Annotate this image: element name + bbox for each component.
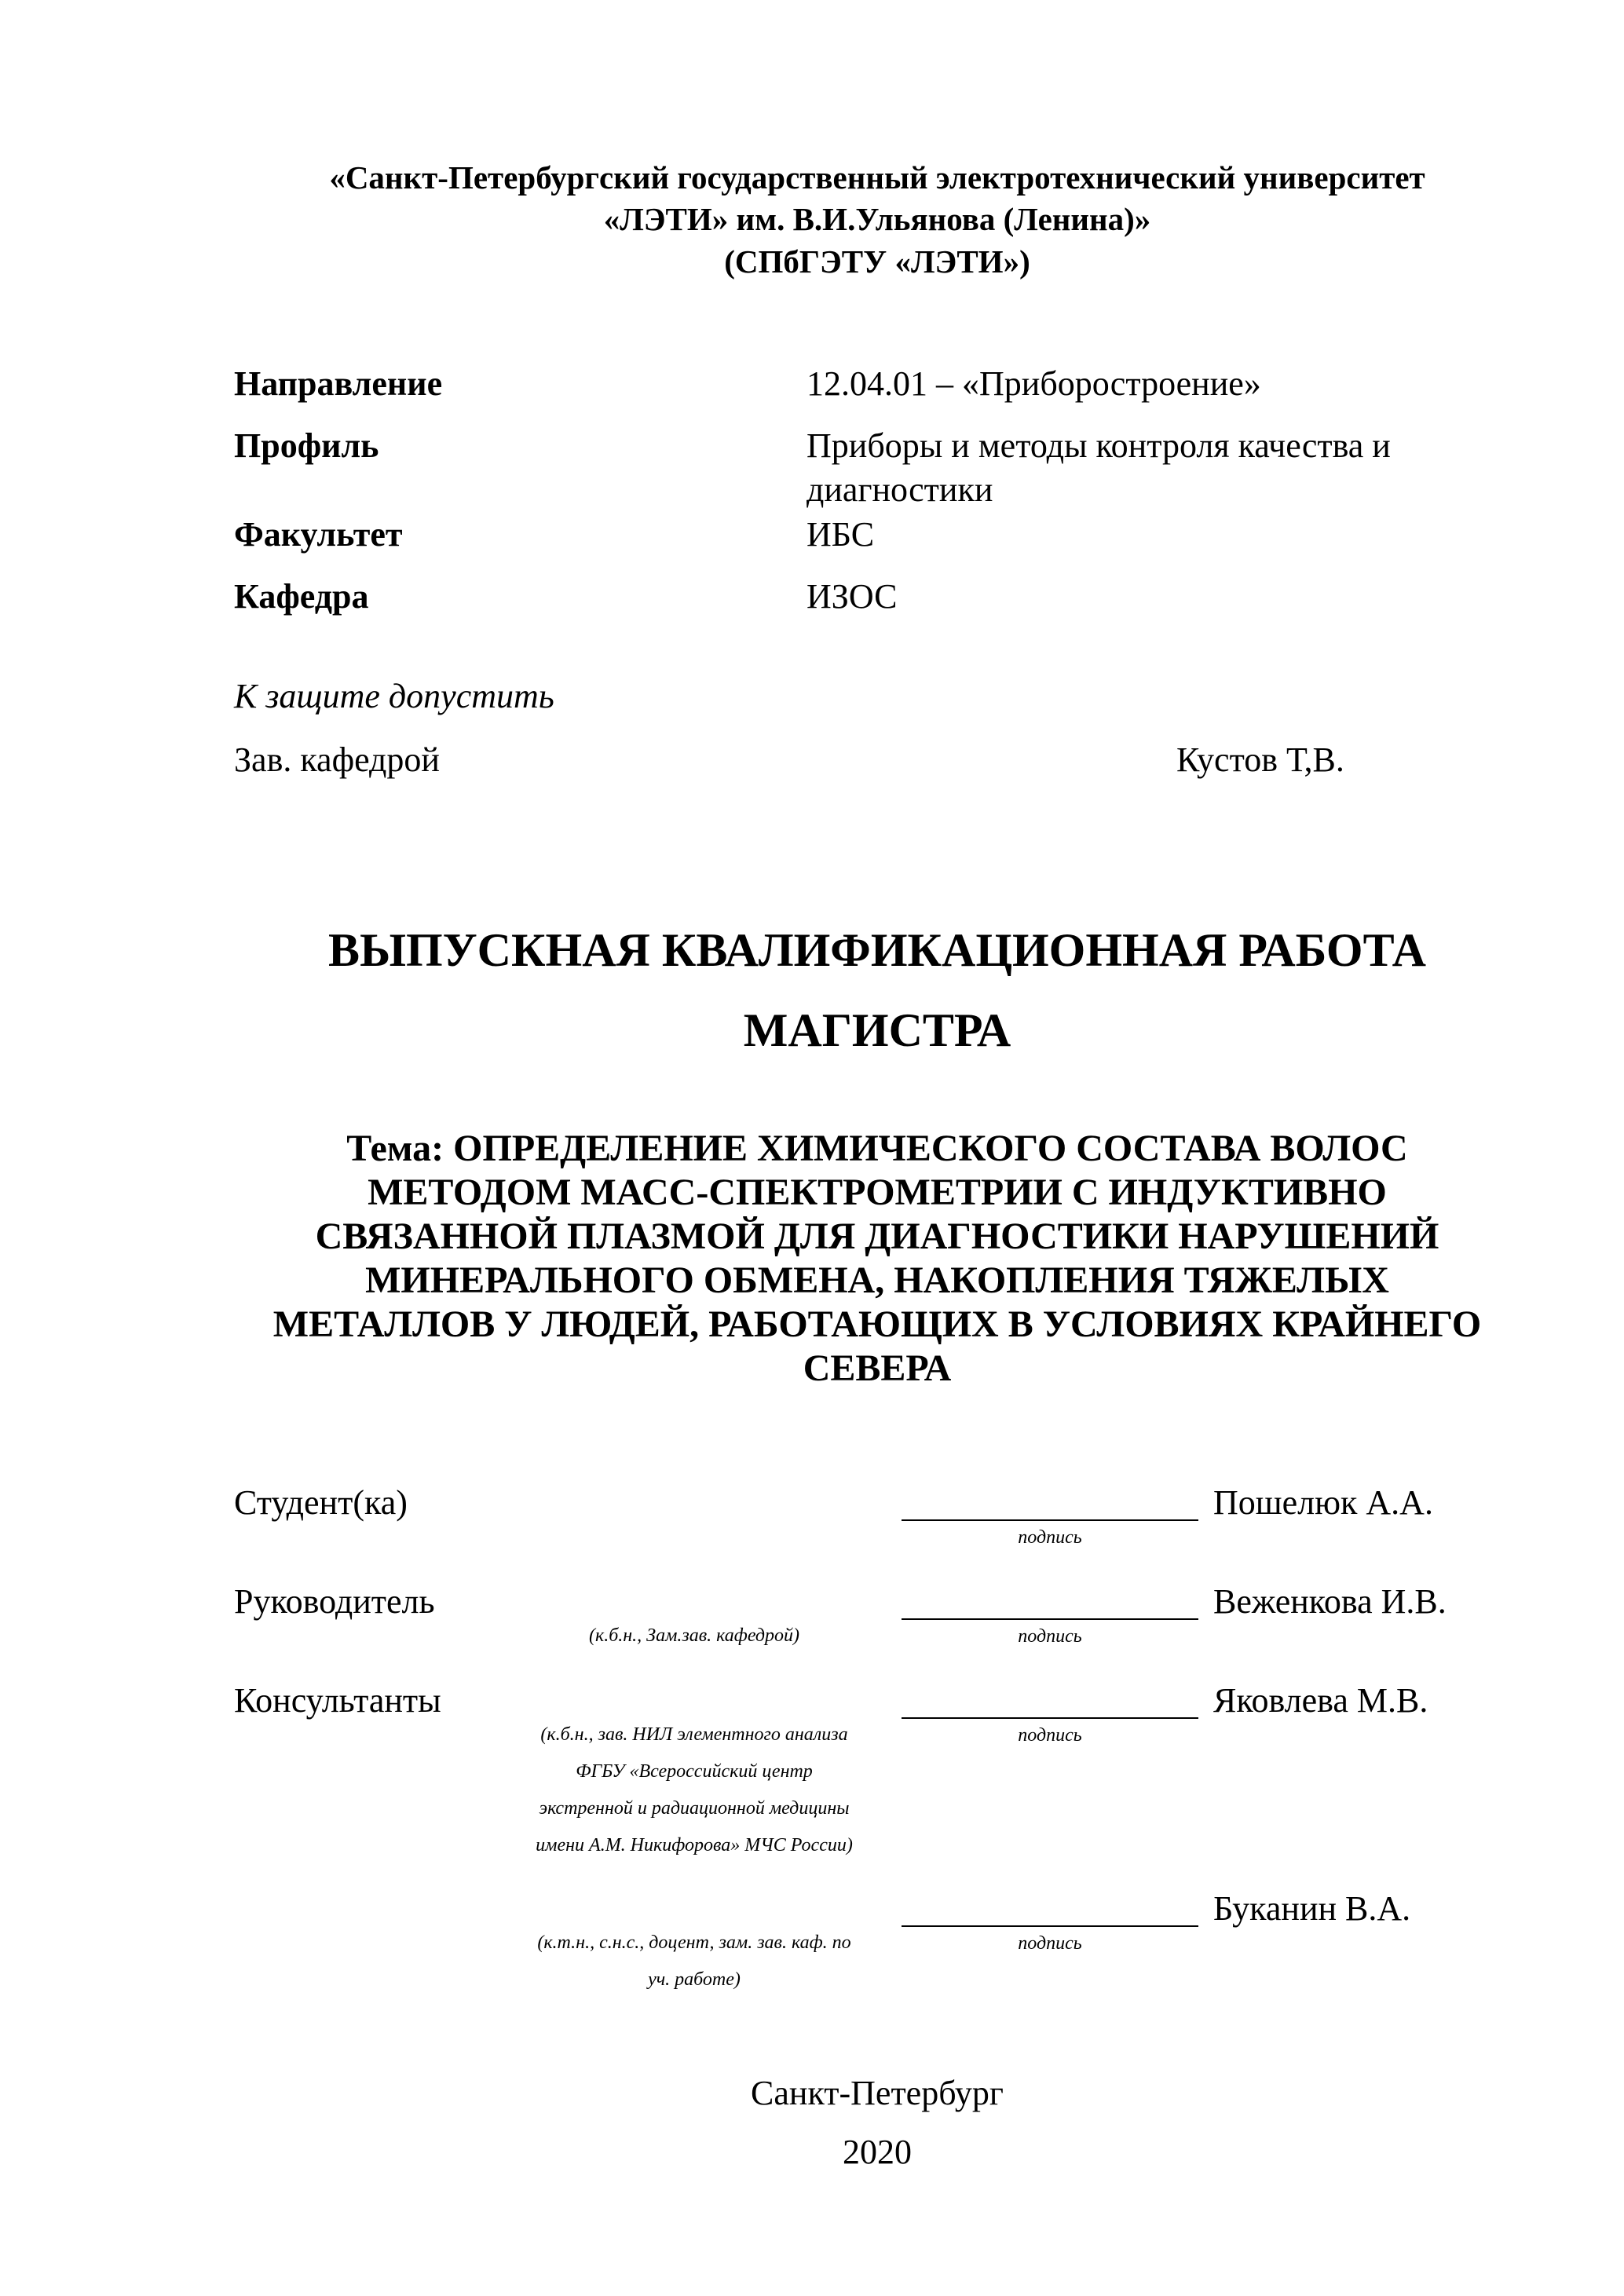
direction-value: 12.04.01 – «Приборостроение» — [807, 364, 1261, 403]
topic-line: МЕТОДОМ МАСС-СПЕКТРОМЕТРИИ С ИНДУКТИВНО — [368, 1172, 1387, 1213]
consultant2-name: Буканин В.А. — [1213, 1889, 1411, 1928]
consultant1-note-line: экстренной и радиационной медицины — [539, 1798, 850, 1819]
document-title-line1: ВЫПУСКНАЯ КВАЛИФИКАЦИОННАЯ РАБОТА — [328, 924, 1426, 976]
student-signature-line — [902, 1519, 1198, 1521]
head-of-department-label: Зав. кафедрой — [234, 740, 440, 779]
consultant2-note-line: (к.т.н., с.н.с., доцент, зам. зав. каф. по — [537, 1932, 851, 1953]
profile-value: Приборы и методы контроля качества и — [807, 426, 1391, 465]
consultant2-note-line: уч. работе) — [648, 1969, 741, 1990]
university-abbreviation: (СПбГЭТУ «ЛЭТИ») — [724, 243, 1030, 280]
direction-label: Направление — [234, 364, 443, 403]
supervisor-label: Руководитель — [234, 1582, 435, 1621]
consultant1-name: Яковлева М.В. — [1213, 1681, 1428, 1720]
profile-label: Профиль — [234, 426, 379, 465]
signature-caption: подпись — [1018, 1626, 1082, 1647]
consultant1-signature-line — [902, 1717, 1198, 1719]
signature-caption: подпись — [1018, 1933, 1082, 1954]
consultant1-note-line: имени А.М. Никифорова» МЧС России) — [536, 1835, 853, 1855]
university-name-line1: «Санкт-Петербургский государственный электротехнический университет — [329, 159, 1425, 196]
topic-line: СЕВЕРА — [803, 1347, 952, 1389]
faculty-label: Факультет — [234, 515, 403, 554]
supervisor-note: (к.б.н., Зам.зав. кафедрой) — [588, 1625, 800, 1646]
consultants-label: Консультанты — [234, 1681, 441, 1720]
supervisor-signature-line — [902, 1618, 1198, 1620]
department-value: ИЗОС — [807, 577, 898, 616]
university-name-line2: «ЛЭТИ» им. В.И.Ульянова (Ленина)» — [603, 201, 1151, 237]
consultant1-note-line: ФГБУ «Всероссийский центр — [576, 1761, 813, 1782]
signature-caption: подпись — [1018, 1725, 1082, 1746]
topic-line: Тема: ОПРЕДЕЛЕНИЕ ХИМИЧЕСКОГО СОСТАВА ВОЛОС — [346, 1128, 1408, 1169]
topic-line: МИНЕРАЛЬНОГО ОБМЕНА, НАКОПЛЕНИЯ ТЯЖЕЛЫХ — [365, 1260, 1389, 1301]
consultant2-signature-line — [902, 1925, 1198, 1927]
head-of-department-name: Кустов Т,В. — [1176, 740, 1344, 779]
document-title-line2: МАГИСТРА — [743, 1004, 1011, 1056]
student-name: Пошелюк А.А. — [1213, 1483, 1433, 1522]
approval-heading: К защите допустить — [234, 677, 554, 715]
student-label: Студент(ка) — [234, 1483, 408, 1522]
department-label: Кафедра — [234, 577, 369, 616]
topic-line: МЕТАЛЛОВ У ЛЮДЕЙ, РАБОТАЮЩИХ В УСЛОВИЯХ КРАЙНЕГО — [272, 1303, 1482, 1345]
profile-value-cont: диагностики — [807, 470, 993, 509]
topic-line: СВЯЗАННОЙ ПЛАЗМОЙ ДЛЯ ДИАГНОСТИКИ НАРУШЕНИЙ — [315, 1216, 1439, 1257]
signature-caption: подпись — [1018, 1527, 1082, 1548]
city: Санкт-Петербург — [751, 2074, 1004, 2112]
consultant1-note-line: (к.б.н., зав. НИЛ элементного анализа — [540, 1724, 848, 1745]
supervisor-name: Веженкова И.В. — [1213, 1582, 1447, 1621]
year: 2020 — [843, 2133, 912, 2171]
faculty-value: ИБС — [807, 515, 875, 554]
